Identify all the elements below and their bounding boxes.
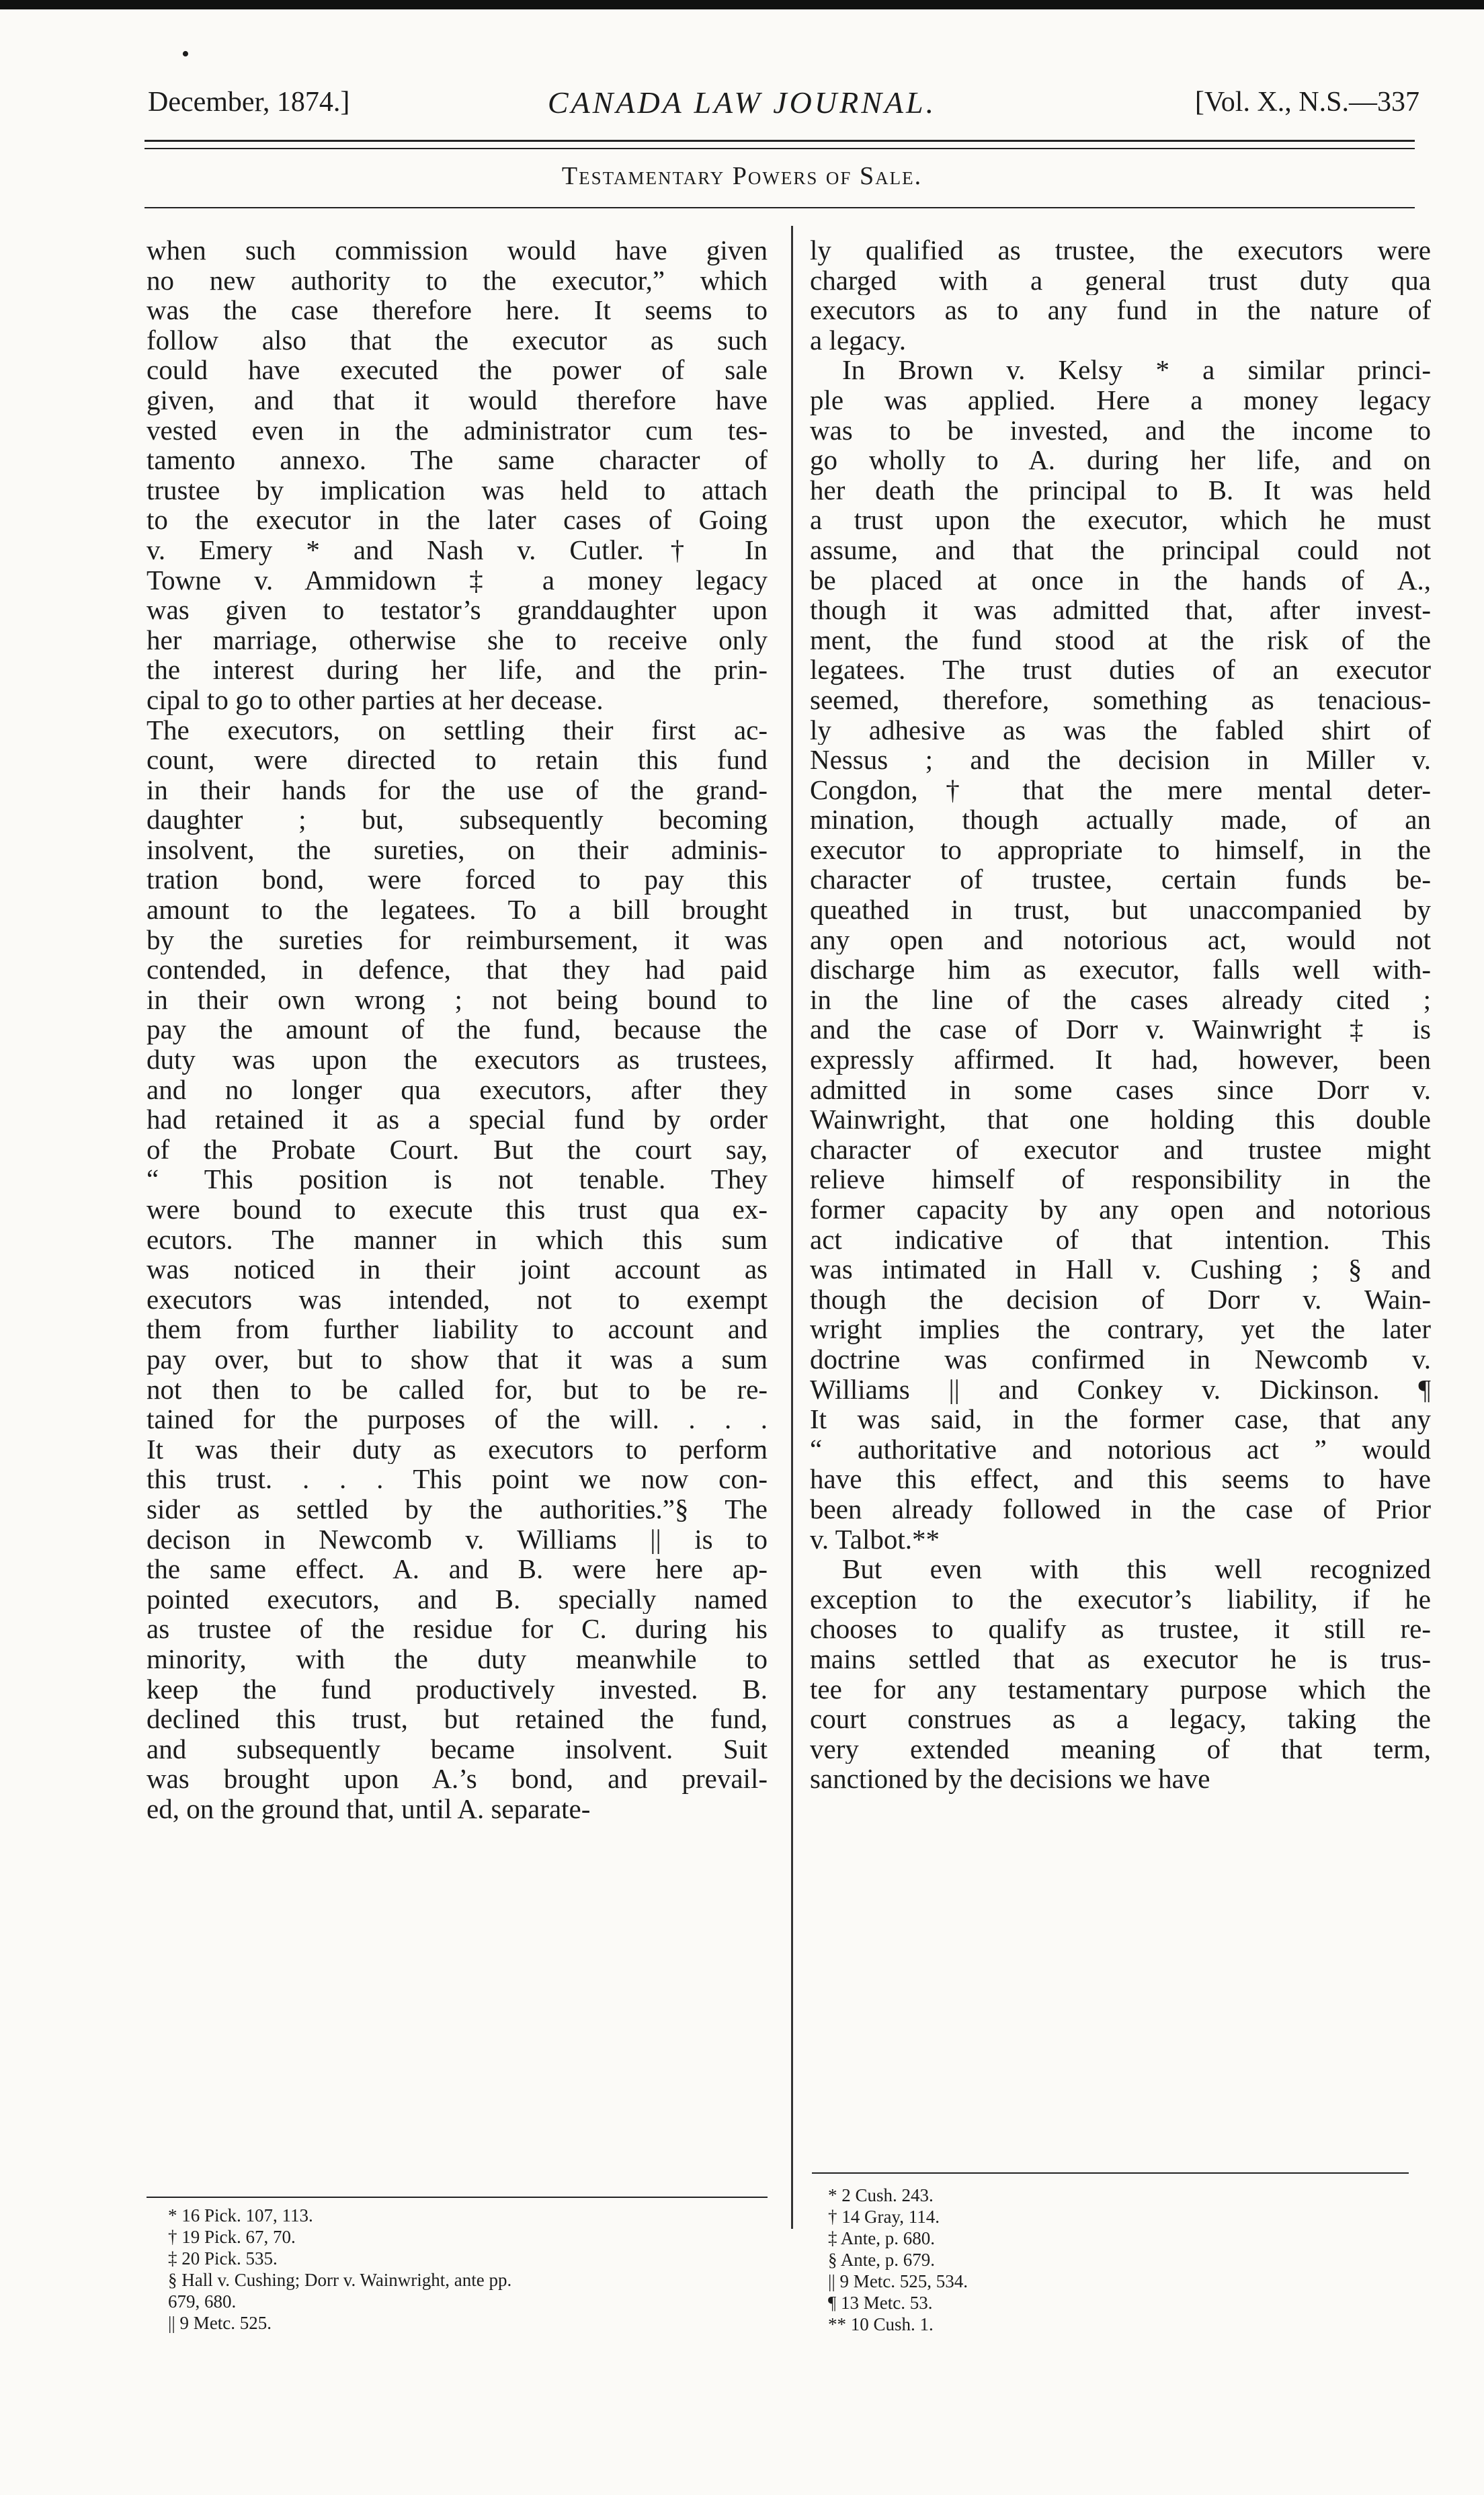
text-line: keep the fund productively invested. B.	[147, 1674, 768, 1705]
text-line: legatees. The trust duties of an executor	[810, 655, 1431, 685]
text-line: by the sureties for reimbursement, it was	[147, 924, 768, 955]
left-column	[147, 235, 768, 1824]
text-line: the interest during her life, and the prin-	[147, 655, 768, 685]
text-line: “ authoritative and notorious act ” would	[810, 1434, 1431, 1465]
footnote: ¶ 13 Metc. 53.	[828, 2293, 933, 2313]
text-line: Wainwright, that one holding this double	[810, 1104, 1431, 1135]
text-line: was brought upon A.’s bond, and prevail-	[147, 1764, 768, 1794]
text-line: ple was applied. Here a money legacy	[810, 384, 1431, 415]
text-line: expressly affirmed. It had, however, been	[810, 1045, 1431, 1075]
text-line: relieve himself of responsibility in the	[810, 1164, 1431, 1194]
text-line: was to be invested, and the income to	[810, 415, 1431, 446]
text-line: ly adhesive as was the fabled shirt of	[810, 714, 1431, 745]
text-line: in the line of the cases already cited ;	[810, 984, 1431, 1015]
text-line: of the Probate Court. But the court say,	[147, 1134, 768, 1165]
footnote: ‡ 20 Pick. 535.	[168, 2248, 278, 2268]
text-line: a legacy.	[810, 325, 907, 356]
text-line: insolvent, the sureties, on their adminis-	[147, 834, 768, 865]
header-rule-bottom	[145, 148, 1415, 149]
text-line: The executors, on settling their first ac-	[147, 714, 768, 745]
text-line: In Brown v. Kelsy * a similar princi-	[842, 355, 1431, 385]
text-line: exception to the executor’s liability, if he	[810, 1584, 1431, 1614]
text-line: character of trustee, certain funds be-	[810, 864, 1431, 895]
scan-speck: •	[181, 42, 190, 67]
footnote: * 16 Pick. 107, 113.	[168, 2205, 313, 2225]
text-line: character of executor and trustee might	[810, 1134, 1431, 1165]
text-line: was noticed in their joint account as	[147, 1254, 768, 1284]
section-title: Testamentary Powers of Sale.	[561, 162, 923, 190]
text-line: court construes as a legacy, taking the	[810, 1704, 1431, 1734]
column-divider	[791, 226, 793, 2229]
text-line: Towne v. Ammidown ‡ a money legacy	[147, 565, 768, 596]
text-line: act indicative of that intention. This	[810, 1224, 1431, 1255]
text-line: minority, with the duty meanwhile to	[147, 1643, 768, 1674]
text-line: tamento annexo. The same character of	[147, 445, 768, 475]
text-line: them from further liability to account and	[147, 1314, 768, 1344]
footnote: § Hall v. Cushing; Dorr v. Wainwright, ante pp.	[168, 2270, 512, 2290]
footnote: † 19 Pick. 67, 70.	[168, 2227, 296, 2247]
footnote: || 9 Metc. 525, 534.	[828, 2271, 968, 2291]
header-volume-page: [Vol. X., N.S.—337	[1194, 87, 1419, 118]
text-line: Nessus ; and the decision in Miller v.	[810, 745, 1431, 775]
text-line: v. Emery * and Nash v. Cutler.† In	[147, 534, 768, 565]
text-line: the same effect. A. and B. were here ap-	[147, 1554, 768, 1584]
text-line: though it was admitted that, after invest-	[810, 595, 1431, 625]
text-line: former capacity by any open and notorious	[810, 1194, 1431, 1225]
text-line: given, and that it would therefore have	[147, 384, 768, 415]
text-line: mains settled that as executor he is trus-	[810, 1643, 1431, 1674]
text-line: mination, though actually made, of an	[810, 805, 1431, 835]
text-line: sanctioned by the decisions we have	[810, 1764, 1210, 1794]
text-line: chooses to qualify as trustee, it still re-	[810, 1614, 1431, 1644]
text-line: and no longer qua executors, after they	[147, 1074, 768, 1105]
text-line: pay the amount of the fund, because the	[147, 1014, 768, 1045]
text-line: discharge him as executor, falls well with-	[810, 954, 1431, 985]
text-line: executors as to any fund in the nature of	[810, 295, 1431, 325]
text-line: cipal to go to other parties at her decease.	[147, 684, 604, 715]
text-line: ly qualified as trustee, the executors were	[810, 235, 1431, 265]
footnote: 679, 680.	[168, 2291, 237, 2312]
text-line: seemed, therefore, something as tenacious-	[810, 684, 1431, 715]
section-rule	[145, 207, 1415, 208]
text-line: ment, the fund stood at the risk of the	[810, 624, 1431, 655]
text-line: her marriage, otherwise she to receive only	[147, 624, 768, 655]
text-line: wright implies the contrary, yet the later	[810, 1314, 1431, 1344]
text-line: any open and notorious act, would not	[810, 924, 1431, 955]
header-rule-top	[145, 140, 1415, 142]
right-footnotes	[828, 2184, 1298, 2335]
text-line: a trust upon the executor, which he must	[810, 505, 1431, 535]
text-line: go wholly to A. during her life, and on	[810, 445, 1431, 475]
text-line: had retained it as a special fund by order	[147, 1104, 768, 1135]
text-line: v. Talbot.**	[810, 1524, 940, 1555]
text-line: was intimated in Hall v. Cushing ; § and	[810, 1254, 1431, 1284]
text-line: her death the principal to B. It was held	[810, 475, 1431, 505]
text-line: queathed in trust, but unaccompanied by	[810, 895, 1431, 925]
text-line: could have executed the power of sale	[147, 355, 768, 385]
text-line: assume, and that the principal could not	[810, 534, 1431, 565]
text-line: be placed at once in the hands of A.,	[810, 565, 1431, 596]
text-line: was the case therefore here. It seems to	[147, 295, 768, 325]
text-line: executor to appropriate to himself, in the	[810, 834, 1431, 865]
text-line: as trustee of the residue for C. during his	[147, 1614, 768, 1644]
footnote: ** 10 Cush. 1.	[828, 2314, 934, 2334]
text-line: were bound to execute this trust qua ex-	[147, 1194, 768, 1225]
text-line: to the executor in the later cases of Going	[147, 505, 768, 535]
text-line: this trust. . . . This point we now con-	[147, 1464, 768, 1494]
right-footnote-rule	[812, 2172, 1409, 2174]
text-line: vested even in the administrator cum tes-	[147, 415, 768, 446]
text-line: ed, on the ground that, until A. separate-	[147, 1793, 591, 1824]
text-line: and subsequently became insolvent. Suit	[147, 1733, 768, 1764]
header-date: December, 1874.]	[148, 87, 350, 118]
text-line: Congdon,† that the mere mental deter-	[810, 774, 1431, 805]
text-line: It was said, in the former case, that any	[810, 1404, 1431, 1434]
text-line: tration bond, were forced to pay this	[147, 864, 768, 895]
text-line: very extended meaning of that term,	[810, 1733, 1431, 1764]
footnote: * 2 Cush. 243.	[828, 2185, 934, 2205]
text-line: contended, in defence, that they had paid	[147, 954, 768, 985]
right-column	[810, 235, 1431, 1794]
text-line: pointed executors, and B. specially named	[147, 1584, 768, 1614]
text-line: decison in Newcomb v. Williams || is to	[147, 1524, 768, 1555]
text-line: It was their duty as executors to perform	[147, 1434, 768, 1465]
text-line: trustee by implication was held to attach	[147, 475, 768, 505]
text-line: ecutors. The manner in which this sum	[147, 1224, 768, 1255]
text-line: in their hands for the use of the grand-	[147, 774, 768, 805]
text-line: sider as settled by the authorities.”§ The	[147, 1494, 768, 1524]
text-line: charged with a general trust duty qua	[810, 265, 1431, 296]
text-line: “ This position is not tenable. They	[147, 1164, 768, 1194]
scan-top-edge	[0, 0, 1484, 9]
text-line: no new authority to the executor,” which	[147, 265, 768, 296]
text-line: pay over, but to show that it was a sum	[147, 1344, 768, 1375]
text-line: tained for the purposes of the will. . . .	[147, 1404, 768, 1434]
footnote: ‡ Ante, p. 680.	[828, 2228, 935, 2248]
text-line: when such commission would have given	[147, 235, 768, 265]
footnote: § Ante, p. 679.	[828, 2250, 935, 2270]
text-line: tee for any testamentary purpose which the	[810, 1674, 1431, 1705]
text-line: follow also that the executor as such	[147, 325, 768, 356]
text-line: declined this trust, but retained the fund,	[147, 1704, 768, 1734]
footnote: † 14 Gray, 114.	[828, 2207, 940, 2227]
text-line: doctrine was confirmed in Newcomb v.	[810, 1344, 1431, 1375]
text-line: daughter ; but, subsequently becoming	[147, 805, 768, 835]
text-line: been already followed in the case of Prior	[810, 1494, 1431, 1524]
text-line: duty was upon the executors as trustees,	[147, 1045, 768, 1075]
text-line: But even with this well recognized	[842, 1554, 1431, 1584]
text-line: not then to be called for, but to be re-	[147, 1374, 768, 1405]
text-line: amount to the legatees. To a bill brought	[147, 895, 768, 925]
header-journal-title: CANADA LAW JOURNAL.	[547, 85, 937, 120]
text-line: was given to testator’s granddaughter upon	[147, 595, 768, 625]
text-line: and the case of Dorr v. Wainwright ‡ is	[810, 1014, 1431, 1045]
footnote: || 9 Metc. 525.	[168, 2313, 272, 2333]
text-line: admitted in some cases since Dorr v.	[810, 1074, 1431, 1105]
text-line: in their own wrong ; not being bound to	[147, 984, 768, 1015]
text-line: though the decision of Dorr v. Wain-	[810, 1284, 1431, 1315]
text-line: executors was intended, not to exempt	[147, 1284, 768, 1315]
text-line: count, were directed to retain this fund	[147, 745, 768, 775]
left-footnote-rule	[147, 2197, 768, 2198]
text-line: have this effect, and this seems to have	[810, 1464, 1431, 1494]
left-footnotes	[168, 2205, 759, 2334]
text-line: Williams || and Conkey v. Dickinson. ¶	[810, 1374, 1431, 1405]
